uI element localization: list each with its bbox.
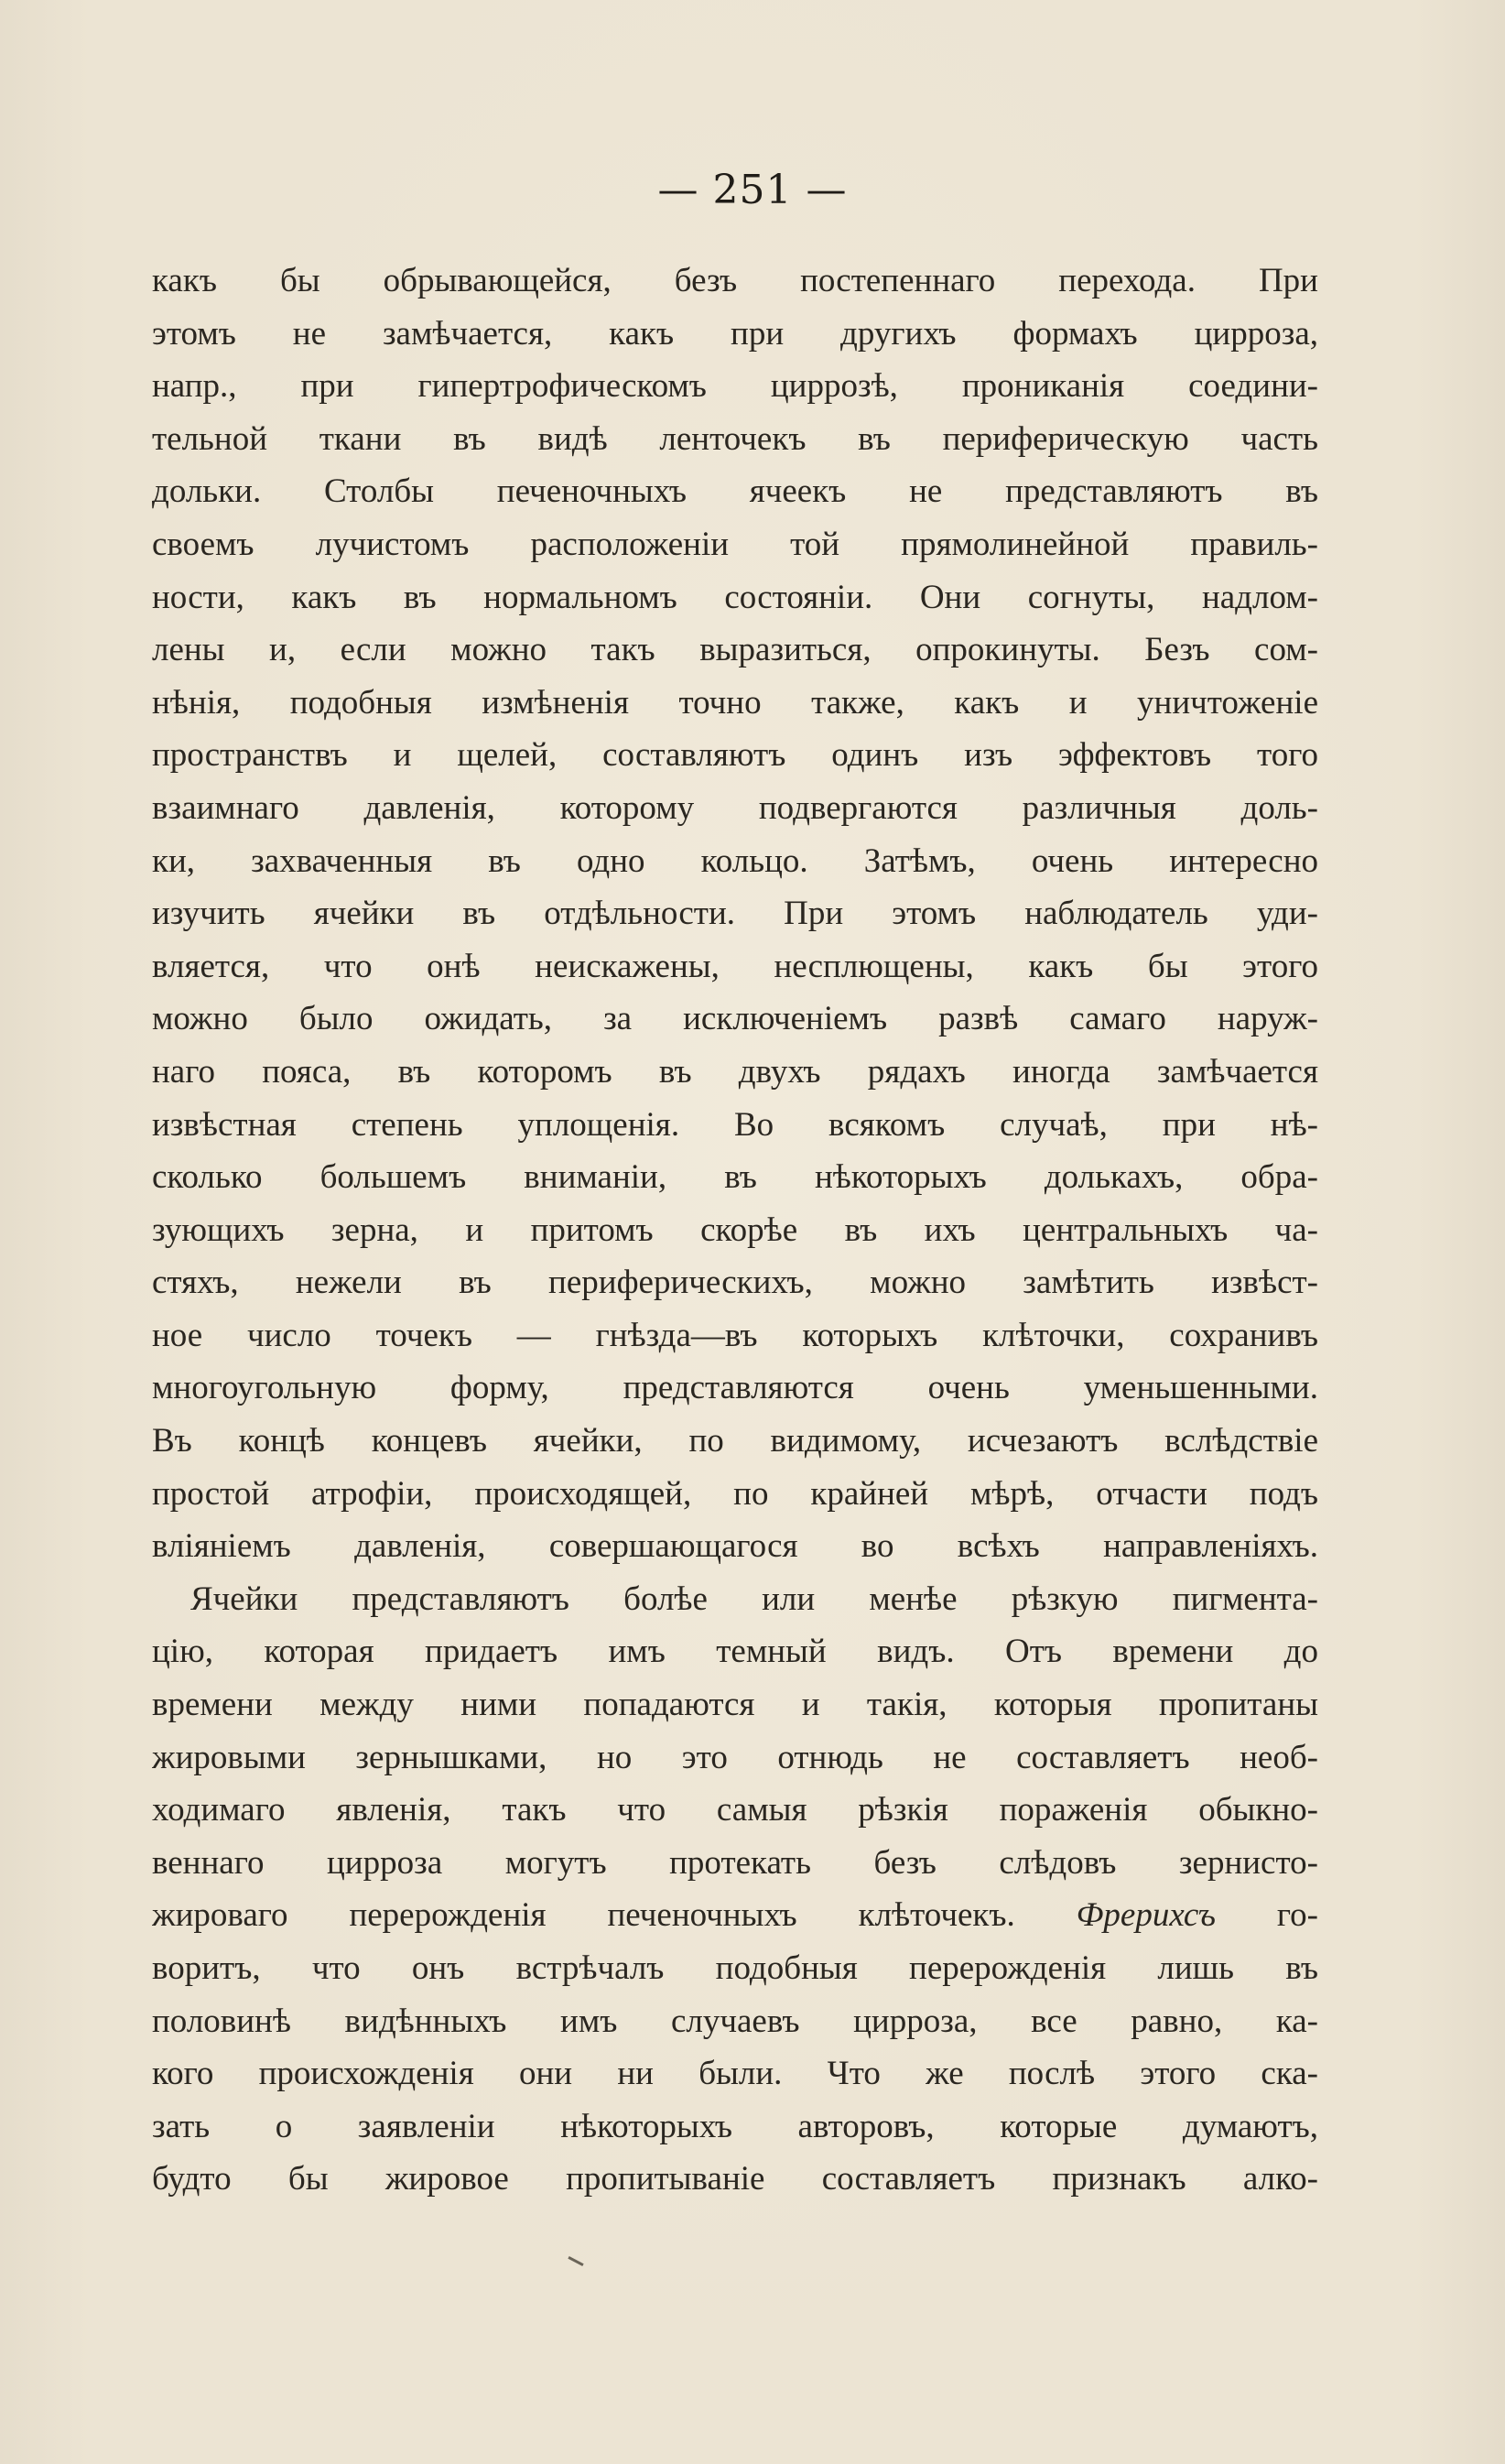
text-line: цію, которая придаетъ имъ темный видъ. Отъ времени до bbox=[152, 1633, 1318, 1671]
text-line: тельной ткани въ видѣ ленточекъ въ периферическую часть bbox=[152, 419, 1318, 458]
paragraph-2 bbox=[152, 1573, 1318, 2206]
text-line: Ячейки представляютъ болѣе или менѣе рѣзкую пигмента- bbox=[190, 1579, 1318, 1618]
paragraph-1 bbox=[152, 255, 1318, 1573]
text-line: будто бы жировое пропитываніе составляетъ признакъ алко- bbox=[152, 2160, 1318, 2198]
text-line: многоугольную форму, представляются очень уменьшенными. bbox=[152, 1369, 1318, 1407]
text-line: своемъ лучистомъ расположеніи той прямолинейной правиль- bbox=[152, 525, 1318, 563]
text-line: жироваго перерожденія печеночныхъ клѣточекъ. Фрерихсъ го- bbox=[152, 1896, 1318, 1935]
text-line: зующихъ зерна, и притомъ скорѣе въ ихъ центральныхъ ча- bbox=[152, 1210, 1318, 1249]
text-line: времени между ними попадаются и такія, которыя пропитаны bbox=[152, 1686, 1318, 1724]
text-line: нѣнія, подобныя измѣненія точно также, какъ и уничтоженіе bbox=[152, 683, 1318, 722]
text-line: этомъ не замѣчается, какъ при другихъ формахъ цирроза, bbox=[152, 314, 1318, 353]
text-line: стяхъ, нежели въ периферическихъ, можно замѣтить извѣст- bbox=[152, 1264, 1318, 1302]
text-line: пространствъ и щелей, составляютъ одинъ изъ эффектовъ того bbox=[152, 736, 1318, 775]
text-line: вляется, что онѣ неискажены, несплющены, какъ бы этого bbox=[152, 947, 1318, 985]
body-text bbox=[152, 255, 1318, 2206]
text-line: ки, захваченныя въ одно кольцо. Затѣмъ, очень интересно bbox=[152, 841, 1318, 880]
text-line: наго пояса, въ которомъ въ двухъ рядахъ иногда замѣчается bbox=[152, 1052, 1318, 1091]
text-line: Въ концѣ концевъ ячейки, по видимому, исчезаютъ вслѣдствіе bbox=[152, 1422, 1318, 1460]
text-line: кого происхожденія они ни были. Что же послѣ этого ска- bbox=[152, 2055, 1318, 2093]
ink-speck bbox=[568, 2256, 583, 2266]
text-line: дольки. Столбы печеночныхъ ячеекъ не представляютъ въ bbox=[152, 472, 1318, 511]
text-line: зать о заявленіи нѣкоторыхъ авторовъ, которые думаютъ, bbox=[152, 2107, 1318, 2145]
text-line: лены и, если можно такъ выразиться, опрокинуты. Безъ сом- bbox=[152, 631, 1318, 669]
author-name: Фрерихсъ bbox=[1076, 1896, 1216, 1935]
text-line: ное число точекъ — гнѣзда—въ которыхъ клѣточки, сохранивъ bbox=[152, 1316, 1318, 1354]
text-line: извѣстная степень уплощенія. Во всякомъ случаѣ, при нѣ- bbox=[152, 1105, 1318, 1144]
text-line: напр., при гипертрофическомъ циррозѣ, прониканія соедини- bbox=[152, 367, 1318, 406]
text-line: вліяніемъ давленія, совершающагося во всѣхъ направленіяхъ. bbox=[152, 1527, 1318, 1566]
text-line: взаимнаго давленія, которому подвергаются различныя доль- bbox=[152, 788, 1318, 827]
text-line: изучить ячейки въ отдѣльности. При этомъ наблюдатель уди- bbox=[152, 895, 1318, 933]
text-line: можно было ожидать, за исключеніемъ развѣ самаго наруж- bbox=[152, 1000, 1318, 1038]
text-line: простой атрофіи, происходящей, по крайней мѣрѣ, отчасти подъ bbox=[152, 1474, 1318, 1513]
text-line: какъ бы обрывающейся, безъ постепеннаго перехода. При bbox=[152, 262, 1318, 299]
page-number: — 251 — bbox=[657, 167, 848, 213]
text-line: ходимаго явленія, такъ что самыя рѣзкія пораженія обыкно- bbox=[152, 1791, 1318, 1829]
text-line: половинѣ видѣнныхъ имъ случаевъ цирроза, все равно, ка- bbox=[152, 2002, 1318, 2040]
text-line: жировыми зернышками, но это отнюдь не составляетъ необ- bbox=[152, 1738, 1318, 1776]
text-line: воритъ, что онъ встрѣчалъ подобныя перерожденія лишь въ bbox=[152, 1949, 1318, 1987]
text-line: веннаго цирроза могутъ протекать безъ слѣдовъ зернисто- bbox=[152, 1843, 1318, 1882]
text-line: ности, какъ въ нормальномъ состояніи. Они согнуты, надлом- bbox=[152, 578, 1318, 616]
text-line: сколько большемъ вниманіи, въ нѣкоторыхъ долькахъ, обра- bbox=[152, 1158, 1318, 1197]
